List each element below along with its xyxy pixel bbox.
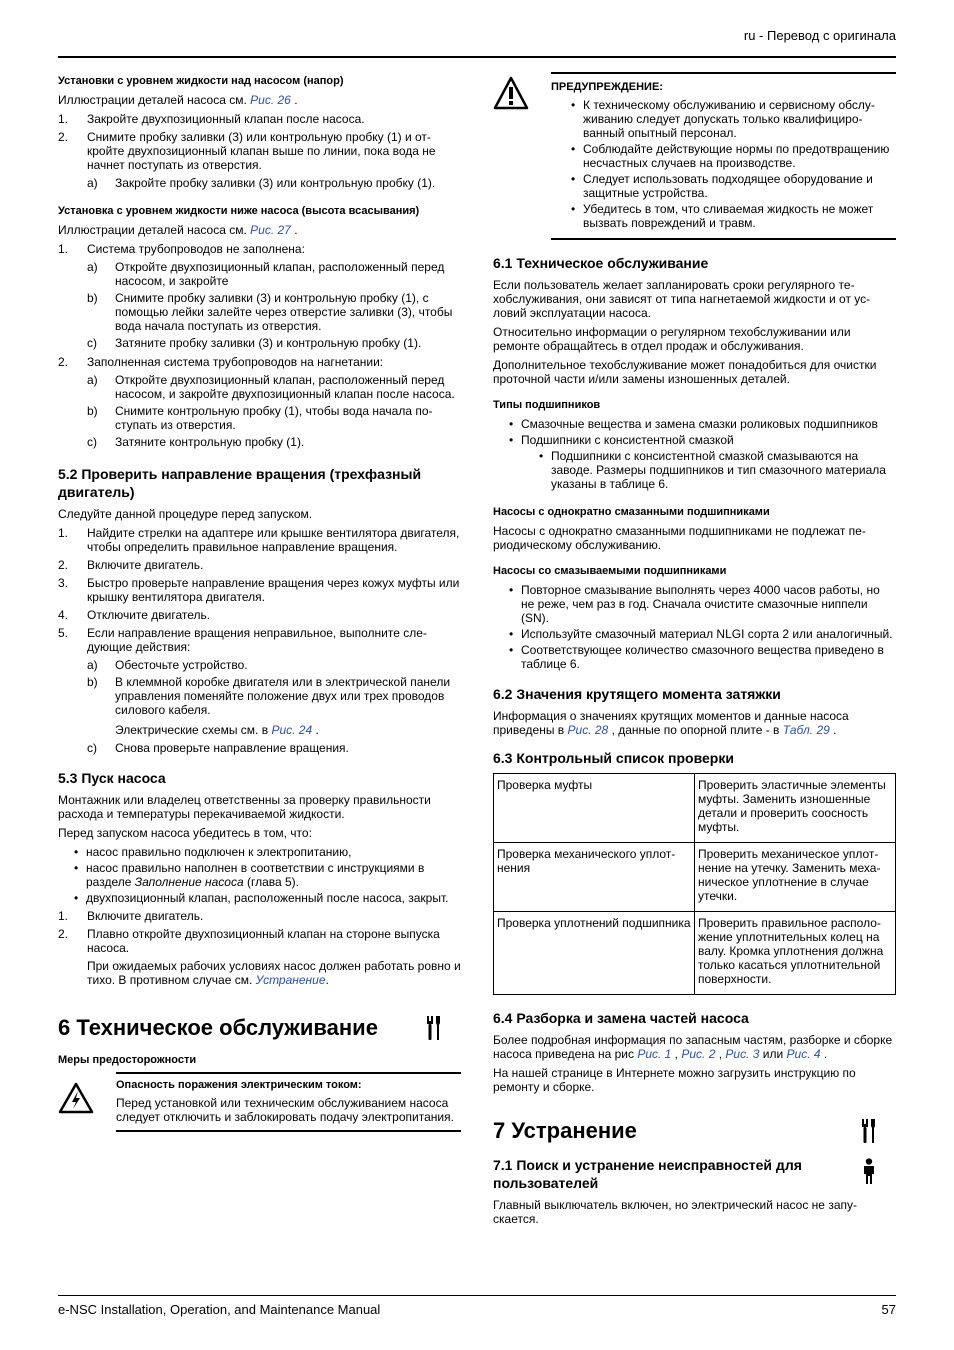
list-subitem: a) Откройте двухпозиционный клапан, расположенный перед насосом, и закройте двухпозиционный клапан после насоса.	[87, 373, 455, 401]
section-5-3-heading: 5.3 Пуск насоса	[58, 770, 166, 786]
table-cell: Проверка механического уплотнения	[494, 843, 695, 912]
tools-icon	[425, 1016, 441, 1040]
link-fig-3[interactable]: Рис. 3	[725, 1047, 760, 1061]
table-cell: Проверка муфты	[494, 774, 695, 843]
general-warning	[493, 72, 896, 240]
list-item: 2. Включите двигатель.	[58, 558, 204, 572]
bullet-item: • Следует использовать подходящее оборудование и защитные устройства.	[571, 172, 873, 200]
bullet-item: • двухпозиционный клапан, расположенный после насоса, закрыт.	[74, 891, 449, 905]
list-subitem: b) Снимите контрольную пробку (1), чтобы вода начала поступать из отверстия.	[87, 404, 433, 432]
s53-p2: Перед запуском насоса убедитесь в том, что:	[58, 826, 312, 840]
table-cell: Проверка уплотнений подшипника	[494, 912, 695, 995]
once-greased-text: Насосы с однократно смазанными подшипниками не подлежат периодическому обслуживанию.	[493, 524, 866, 552]
page-number: 57	[881, 1302, 896, 1317]
table-row	[494, 843, 896, 912]
checklist-table	[493, 773, 896, 995]
bearings-heading: Типы подшипников	[493, 399, 601, 411]
s61-p1: Если пользователь желает запланировать сроки регулярного техобслуживания, они зависят от типа нагнетаемой жидкости и от условий эксплуатации насоса.	[493, 278, 871, 320]
s2-intro: Иллюстрации деталей насоса см. Рис. 27 .	[58, 223, 298, 237]
table-row	[494, 912, 896, 995]
s61-p2: Относительно информации о регулярном техобслуживании или ремонте обращайтесь в отдел продаж и обслуживания.	[493, 325, 851, 353]
link-fig-1[interactable]: Рис. 1	[637, 1047, 672, 1061]
s62-text: Информация о значениях крутящих моментов и данные насоса приведены в Рис. 28 , данные по опорной плите - в Табл. 29 .	[493, 709, 849, 737]
list-item: 1. Включите двигатель.	[58, 909, 204, 923]
left-column	[58, 70, 461, 1132]
right-column	[493, 70, 896, 1231]
list-subitem: a) Закройте пробку заливки (3) или контрольную пробку (1).	[87, 176, 436, 190]
warning-text: Перед установкой или техническим обслуживанием насоса следует отключить и заблокировать подачу электропитания.	[116, 1096, 454, 1124]
list-item: 1. Система трубопроводов не заполнена:	[58, 242, 305, 256]
list-item: 2. Заполненная система трубопроводов на нагнетании:	[58, 355, 384, 369]
electric-hazard-icon	[58, 1082, 94, 1114]
link-fig-26[interactable]: Рис. 26	[250, 93, 291, 107]
link-fig-28[interactable]: Рис. 28	[567, 723, 609, 737]
bullet-item: • Повторное смазывание выполнять через 4000 часов работы, но не реже, чем раз в год. Сначала очистите смазочные ниппели (SN).	[509, 583, 880, 625]
list-item: 4. Отключите двигатель.	[58, 608, 211, 622]
table-row	[494, 774, 896, 843]
section-7-1-header	[493, 1156, 896, 1198]
s52-intro: Следуйте данной процедуре перед запуском.	[58, 507, 313, 521]
footer-rule	[58, 1295, 896, 1296]
bullet-item: • К техническому обслуживанию и сервисному обслуживанию следует допускать только квалифицированный опытный персонал.	[571, 98, 875, 140]
list-item: 2. Плавно откройте двухпозиционный клапан на стороне выпуска насоса.	[58, 927, 440, 955]
s1-heading: Установки с уровнем жидкости над насосом (напор)	[58, 75, 344, 87]
s61-p3: Дополнительное техобслуживание может понадобиться для очистки проточной части и/или замены изношенных деталей.	[493, 358, 877, 386]
bullet-item: • Соблюдайте действующие нормы по предотвращению несчастных случаев на производстве.	[571, 142, 890, 170]
link-fig-27[interactable]: Рис. 27	[250, 223, 291, 237]
tools-icon	[860, 1119, 876, 1143]
chapter-7-heading: 7 Устранение	[493, 1118, 896, 1144]
bullet-item: • Соответствующее количество смазочного вещества приведено в таблице 6.	[509, 643, 884, 671]
s64-p2: На нашей странице в Интернете можно загрузить инструкцию по ремонту и сборке.	[493, 1066, 856, 1094]
link-fig-2[interactable]: Рис. 2	[681, 1047, 716, 1061]
footer-manual-title: e-NSC Installation, Operation, and Maintenance Manual	[58, 1302, 381, 1317]
s71-text: Главный выключатель включен, но электрический насос не запускается.	[493, 1198, 857, 1226]
s52-note: Электрические схемы см. в Рис. 24 .	[115, 723, 319, 737]
section-6-4-heading: 6.4 Разборка и замена частей насоса	[493, 1010, 749, 1026]
section-7-1-heading: 7.1 Поиск и устранение неисправностей для пользователей	[493, 1157, 802, 1191]
list-item: 1. Найдите стрелки на адаптере или крышке вентилятора двигателя, чтобы определить правильное направление вращения.	[58, 526, 460, 554]
list-subitem: b) В клеммной коробке двигателя или в электрической панели управления поменяйте положение двух или трех проводов силового кабеля.	[87, 675, 451, 717]
header-rule	[58, 56, 896, 58]
s53-p1: Монтажник или владелец ответственны за проверку правильности расхода и температуры перекачиваемой жидкости.	[58, 793, 431, 821]
bullet-item: • насос правильно подключен к электропитанию,	[74, 845, 352, 859]
list-item: 1. Закройте двухпозиционный клапан после насоса.	[58, 112, 365, 126]
list-subitem: a) Откройте двухпозиционный клапан, расположенный перед насосом, и закройте	[87, 260, 445, 288]
section-6-1-heading: 6.1 Техническое обслуживание	[493, 255, 709, 271]
bullet-item: • Смазочные вещества и замена смазки роликовых подшипников	[509, 417, 878, 431]
list-subitem: c) Затяните пробку заливки (3) и контрольную пробку (1).	[87, 336, 422, 350]
link-table-29[interactable]: Табл. 29	[782, 723, 830, 737]
bullet-subitem: • Подшипники с консистентной смазкой смазываются на заводе. Размеры подшипников и тип смазочного материала указаны в таблице 6.	[539, 449, 886, 491]
list-subitem: c) Снова проверьте направление вращения.	[87, 741, 349, 755]
s2-heading: Установка с уровнем жидкости ниже насоса (высота всасывания)	[58, 205, 420, 217]
table-cell: Проверить правильное расположение уплотнительных колец на валу. Кромка уплотнения должна только касаться уплотнительной поверхности.	[695, 912, 896, 995]
s64-text: Более подробная информация по запасным частям, разборке и сборке насоса приведена на рис Рис. 1 , Рис. 2 , Рис. 3 или Рис. 4 .	[493, 1033, 893, 1061]
electric-shock-warning	[58, 1072, 461, 1132]
list-item: 5. Если направление вращения неправильное, выполните следующие действия:	[58, 626, 427, 654]
list-subitem: c) Затяните контрольную пробку (1).	[87, 435, 305, 449]
section-5-2-heading: 5.2 Проверить направление вращения (трехфазный двигатель)	[58, 466, 422, 500]
warning-triangle-icon	[493, 76, 529, 110]
bullet-item: • Подшипники с консистентной смазкой	[509, 433, 734, 447]
bullet-item: • Используйте смазочный материал NLGI сорта 2 или аналогичный.	[509, 627, 893, 641]
table-cell: Проверить эластичные элементы муфты. Заменить изношенные детали и проверить соосность муфты.	[695, 774, 896, 843]
list-item: 3. Быстро проверьте направление вращения через кожух муфты или крышку вентилятора двигателя.	[58, 576, 460, 604]
list-subitem: b) Снимите пробку заливки (3) и контрольную пробку (1), с помощью лейки залейте через отверстие заливки (3), чтобы вода начала поступать из отверстия.	[87, 291, 453, 333]
list-item: 2. Снимите пробку заливки (3) или контрольную пробку (1) и откройте двухпозиционный клапан выше по линии, пока вода не начнет поступать из отверстия.	[58, 130, 436, 172]
user-icon	[862, 1158, 876, 1184]
link-fig-4[interactable]: Рис. 4	[786, 1047, 821, 1061]
bullet-item: • насос правильно наполнен в соответствии с инструкциями в разделе Заполнение насоса (глава 5).	[74, 861, 425, 889]
bullet-item: • Убедитесь в том, что сливаемая жидкость не может вызвать повреждений и травм.	[571, 202, 874, 230]
section-6-3-heading: 6.3 Контрольный список проверки	[493, 750, 734, 766]
section-6-2-heading: 6.2 Значения крутящего момента затяжки	[493, 686, 781, 702]
once-greased-heading: Насосы с однократно смазанными подшипниками	[493, 506, 770, 518]
regreasable-heading: Насосы со смазываемыми подшипниками	[493, 565, 727, 577]
link-troubleshooting[interactable]: Устранение	[255, 973, 326, 987]
precautions-heading: Меры предосторожности	[58, 1054, 197, 1066]
header-language: ru - Перевод с оригинала	[743, 28, 896, 43]
list-subitem: a) Обесточьте устройство.	[87, 658, 248, 672]
chapter-6-heading: 6 Техническое обслуживание	[58, 1015, 461, 1041]
link-fig-24[interactable]: Рис. 24	[271, 723, 313, 737]
s53-continuation: При ожидаемых рабочих условиях насос должен работать ровно и тихо. В противном случае см. Устранение.	[87, 959, 461, 987]
warning-title: ПРЕДУПРЕЖДЕНИЕ:	[551, 81, 663, 93]
table-cell: Проверить механическое уплотнение на утечку. Заменить механическое уплотнение в случае утечки.	[695, 843, 896, 912]
s1-intro: Иллюстрации деталей насоса см. Рис. 26 .	[58, 93, 298, 107]
warning-title: Опасность поражения электрическим током:	[116, 1079, 362, 1091]
